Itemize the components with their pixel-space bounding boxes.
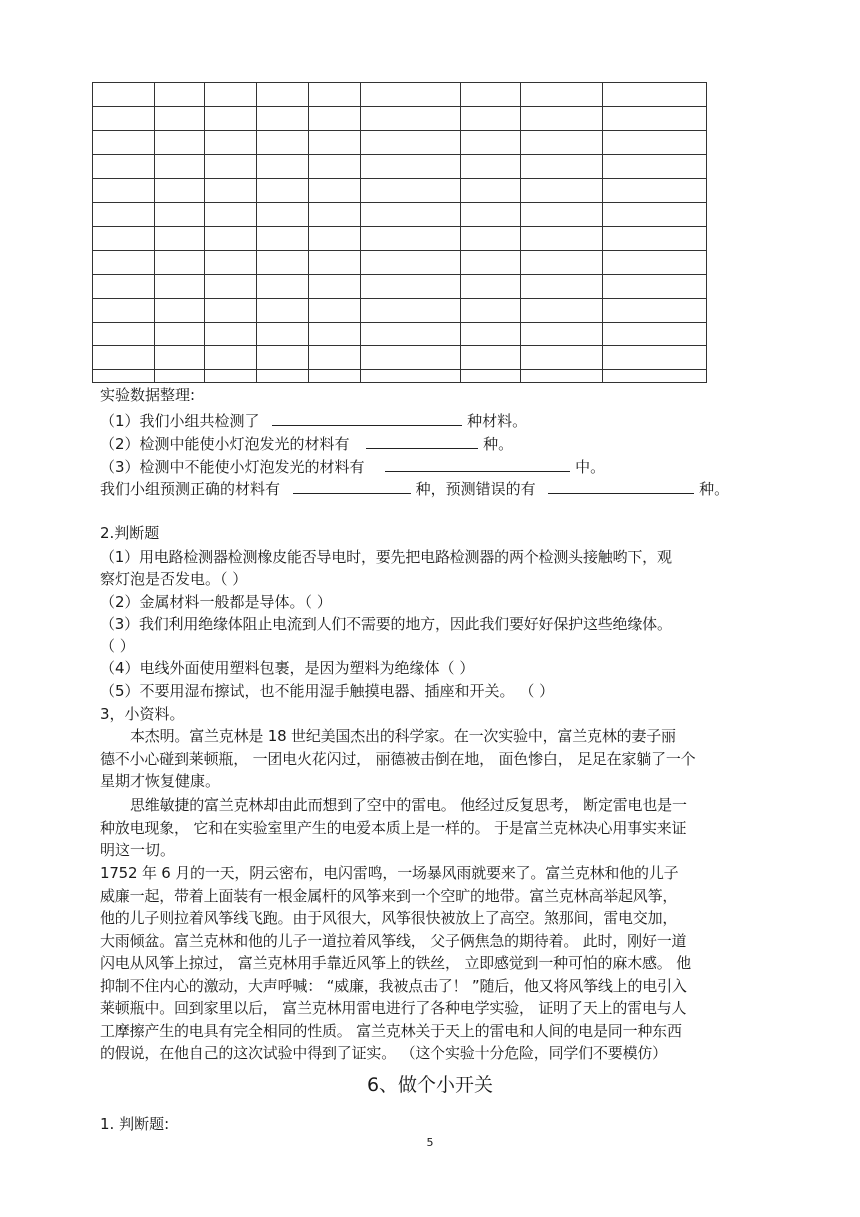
table-cell[interactable] (93, 298, 155, 322)
table-cell[interactable] (257, 370, 309, 382)
table-cell[interactable] (93, 346, 155, 370)
table-cell[interactable] (461, 274, 521, 298)
table-cell[interactable] (309, 370, 361, 382)
table-cell[interactable] (603, 274, 707, 298)
material-p1-line-2: 德不小心碰到莱顿瓶， 一团电火花闪过， 丽德被击倒在地， 面色惨白， 足足在家躺了一个 (100, 750, 696, 768)
table-cell[interactable] (155, 83, 205, 107)
judge-heading: 2.判断题 (100, 524, 160, 542)
table-cell[interactable] (461, 202, 521, 226)
table-cell[interactable] (461, 154, 521, 178)
material-p3-line-2: 威廉一起，带着上面装有一根金属杆的风筝来到一个空旷的地带。富兰克林高举起风筝， (100, 887, 678, 905)
section-title: 6、做个小开关 (366, 1074, 494, 1096)
table-cell[interactable] (603, 130, 707, 154)
table-cell[interactable] (461, 322, 521, 346)
table-cell[interactable] (205, 106, 257, 130)
table-cell[interactable] (205, 298, 257, 322)
table-cell[interactable] (461, 346, 521, 370)
table-cell[interactable] (93, 130, 155, 154)
table-cell[interactable] (361, 298, 461, 322)
summary-q2-text: （2）检测中能使小灯泡发光的材料有 (100, 435, 350, 453)
table-cell[interactable] (309, 322, 361, 346)
material-p3-line-7: 莱顿瓶中。回到家里以后， 富兰克林用雷电进行了各种电学实验， 证明了天上的雷电与人 (100, 999, 687, 1017)
table-cell[interactable] (155, 370, 205, 382)
table-cell[interactable] (521, 250, 603, 274)
table-cell[interactable] (205, 250, 257, 274)
table-cell[interactable] (205, 346, 257, 370)
table-cell[interactable] (205, 322, 257, 346)
material-heading: 3，小资料。 (100, 705, 185, 723)
table-cell[interactable] (361, 83, 461, 107)
table-cell[interactable] (155, 202, 205, 226)
table-cell[interactable] (257, 274, 309, 298)
table-cell[interactable] (93, 83, 155, 107)
summary-q4-blank-wrong[interactable] (548, 477, 694, 494)
table-cell[interactable] (257, 226, 309, 250)
table-cell[interactable] (461, 106, 521, 130)
material-p3-line-8: 工摩擦产生的电具有完全相同的性质。 富兰克林关于天上的雷电和人间的电是同一种东西 (100, 1022, 682, 1040)
table-cell[interactable] (155, 322, 205, 346)
material-p2-line-2: 种放电现象， 它和在实验室里产生的电爱本质上是一样的。 于是富兰克林决心用事实来证 (100, 819, 687, 837)
material-p2-line-3: 明这一切。 (100, 841, 176, 859)
table-cell[interactable] (257, 154, 309, 178)
table-cell[interactable] (461, 226, 521, 250)
table-cell[interactable] (461, 298, 521, 322)
summary-q2-suffix: 种。 (483, 435, 514, 453)
table-cell[interactable] (361, 322, 461, 346)
table-cell[interactable] (603, 250, 707, 274)
table-cell[interactable] (93, 178, 155, 202)
table-cell[interactable] (603, 83, 707, 107)
summary-q3-text: （3）检测中不能使小灯泡发光的材料有 (100, 458, 365, 476)
table-cell[interactable] (257, 130, 309, 154)
table-cell[interactable] (603, 322, 707, 346)
material-p3-line-1: 1752 年 6 月的一天，阴云密布，电闪雷鸣，一场暴风雨就要来了。富兰克林和他的儿子 (100, 864, 679, 882)
table-row (93, 322, 707, 346)
table-cell[interactable] (309, 154, 361, 178)
table-cell[interactable] (309, 202, 361, 226)
judge-item-1-line-2: 察灯泡是否发电。（ ） (100, 570, 248, 588)
table-cell[interactable] (93, 250, 155, 274)
table-cell[interactable] (205, 130, 257, 154)
table-cell[interactable] (361, 274, 461, 298)
table-cell[interactable] (603, 370, 707, 382)
summary-q2-blank[interactable] (366, 432, 478, 449)
table-cell[interactable] (309, 83, 361, 107)
table-cell[interactable] (155, 250, 205, 274)
material-p3-line-4: 大雨倾盆。富兰克林和他的儿子一道拉着风筝线， 父子俩焦急的期待着。 此时，刚好一道 (100, 932, 687, 950)
table-cell[interactable] (521, 298, 603, 322)
summary-q4 (100, 477, 729, 499)
table-cell[interactable] (521, 202, 603, 226)
table-cell[interactable] (309, 274, 361, 298)
table-cell[interactable] (521, 346, 603, 370)
table-cell[interactable] (205, 83, 257, 107)
judge-item-2: （2）金属材料一般都是导体。（ ） (100, 593, 332, 611)
table-cell[interactable] (309, 298, 361, 322)
table-cell[interactable] (521, 274, 603, 298)
table-cell[interactable] (309, 346, 361, 370)
table-cell[interactable] (155, 226, 205, 250)
table-cell[interactable] (309, 130, 361, 154)
table-cell[interactable] (257, 83, 309, 107)
table-cell[interactable] (603, 202, 707, 226)
summary-q3-suffix: 中。 (575, 458, 606, 476)
table-cell[interactable] (521, 226, 603, 250)
table-row (93, 370, 707, 382)
summary-q2 (100, 432, 513, 454)
table-cell[interactable] (155, 130, 205, 154)
table-cell[interactable] (361, 178, 461, 202)
summary-q1-suffix: 种材料。 (467, 412, 528, 430)
table-cell[interactable] (309, 106, 361, 130)
table-cell[interactable] (603, 106, 707, 130)
judge-item-3-line-1: （3）我们利用绝缘体阻止电流到人们不需要的地方，因此我们要好好保护这些绝缘体。 (100, 615, 672, 633)
page-number: 5 (426, 1136, 434, 1149)
table-cell[interactable] (521, 154, 603, 178)
summary-q1-text: （1）我们小组共检测了 (100, 412, 260, 430)
table-cell[interactable] (461, 370, 521, 382)
table-cell[interactable] (93, 370, 155, 382)
table-cell[interactable] (361, 130, 461, 154)
table-cell[interactable] (257, 298, 309, 322)
table-row (93, 346, 707, 370)
table-row (93, 298, 707, 322)
table-row (93, 106, 707, 130)
material-p3-line-5: 闪电从风筝上掠过， 富兰克林用手靠近风筝上的铁丝， 立即感觉到一种可怕的麻木感。 他 (100, 954, 691, 972)
table-cell[interactable] (205, 274, 257, 298)
judge-item-5: （5）不要用湿布擦试，也不能用湿手触摸电器、插座和开关。 （ ） (100, 682, 555, 700)
summary-q3-blank[interactable] (385, 455, 570, 472)
table-cell[interactable] (361, 250, 461, 274)
table-row (93, 178, 707, 202)
table-cell[interactable] (521, 178, 603, 202)
grid-table-body (92, 82, 707, 382)
table-cell[interactable] (155, 274, 205, 298)
table-cell[interactable] (361, 370, 461, 382)
table-cell[interactable] (155, 154, 205, 178)
table-cell[interactable] (93, 226, 155, 250)
table-cell[interactable] (257, 106, 309, 130)
table-cell[interactable] (205, 202, 257, 226)
table-cell[interactable] (155, 298, 205, 322)
table-cell[interactable] (257, 202, 309, 226)
table-cell[interactable] (361, 154, 461, 178)
table-cell[interactable] (257, 322, 309, 346)
table-row (93, 226, 707, 250)
table-cell[interactable] (461, 83, 521, 107)
table-row (93, 202, 707, 226)
table-cell[interactable] (361, 346, 461, 370)
material-p2-line-1: 思维敏捷的富兰克林却由此而想到了空中的雷电。 他经过反复思考， 断定雷电也是一 (130, 796, 687, 814)
judge-item-3-line-2: （ ） (100, 637, 135, 655)
judge-item-1-line-1: （1）用电路检测器检测橡皮能否导电时，要先把电路检测器的两个检测头接触哟下，观 (100, 548, 672, 566)
table-cell[interactable] (155, 178, 205, 202)
summary-q1-blank[interactable] (272, 409, 462, 426)
table-row (93, 154, 707, 178)
table-cell[interactable] (309, 250, 361, 274)
table-cell[interactable] (361, 202, 461, 226)
experiment-record-table (92, 82, 707, 383)
next-judge-heading: 1. 判断题: (100, 1115, 170, 1133)
summary-q1 (100, 409, 527, 431)
table-cell[interactable] (93, 106, 155, 130)
judge-item-4: （4）电线外面使用塑料包裹，是因为塑料为绝缘体（ ） (100, 659, 475, 677)
table-cell[interactable] (257, 250, 309, 274)
table-cell[interactable] (603, 346, 707, 370)
table-cell[interactable] (155, 346, 205, 370)
table-row (93, 250, 707, 274)
summary-q4-blank-correct[interactable] (293, 477, 411, 494)
table-cell[interactable] (257, 178, 309, 202)
table-cell[interactable] (205, 370, 257, 382)
table-row (93, 274, 707, 298)
material-p1-line-1: 本杰明。富兰克林是 18 世纪美国杰出的科学家。在一次实验中，富兰克林的妻子丽 (130, 727, 676, 745)
table-row (93, 83, 707, 107)
table-cell[interactable] (603, 298, 707, 322)
table-cell[interactable] (521, 322, 603, 346)
material-p3-line-6: 抑制不住内心的激动，大声呼喊： “威廉，我被点击了！ ”随后，他又将风筝线上的电引入 (100, 977, 687, 995)
table-cell[interactable] (603, 178, 707, 202)
table-cell[interactable] (603, 226, 707, 250)
table-cell[interactable] (521, 130, 603, 154)
material-p3-line-3: 他的儿子则拉着风筝线飞跑。由于风很大，风筝很快被放上了高空。煞那间，雷电交加， (100, 909, 678, 927)
data-summary-heading: 实验数据整理: (100, 386, 196, 404)
table-cell[interactable] (461, 250, 521, 274)
table-cell[interactable] (205, 178, 257, 202)
table-cell[interactable] (521, 106, 603, 130)
table-row (93, 130, 707, 154)
table-cell[interactable] (93, 202, 155, 226)
table-cell[interactable] (155, 106, 205, 130)
table-cell[interactable] (257, 346, 309, 370)
material-p1-line-3: 星期才恢复健康。 (100, 772, 221, 790)
table-cell[interactable] (461, 178, 521, 202)
table-cell[interactable] (205, 226, 257, 250)
table-cell[interactable] (461, 130, 521, 154)
table-cell[interactable] (93, 322, 155, 346)
table-cell[interactable] (361, 106, 461, 130)
summary-q3 (100, 455, 605, 477)
table-cell[interactable] (521, 370, 603, 382)
summary-q4-suffix: 种。 (699, 480, 730, 498)
table-cell[interactable] (361, 226, 461, 250)
summary-q4-mid: 种，预测错误的有 (415, 480, 536, 498)
table-cell[interactable] (93, 154, 155, 178)
summary-q4-text: 我们小组预测正确的材料有 (100, 480, 281, 498)
table-cell[interactable] (603, 154, 707, 178)
table-cell[interactable] (93, 274, 155, 298)
table-cell[interactable] (205, 154, 257, 178)
material-p3-line-9: 的假说，在他自己的这次试验中得到了证实。 （这个实验十分危险，同学们不要模仿） (100, 1044, 667, 1062)
table-cell[interactable] (521, 83, 603, 107)
table-cell[interactable] (309, 226, 361, 250)
table-cell[interactable] (309, 178, 361, 202)
